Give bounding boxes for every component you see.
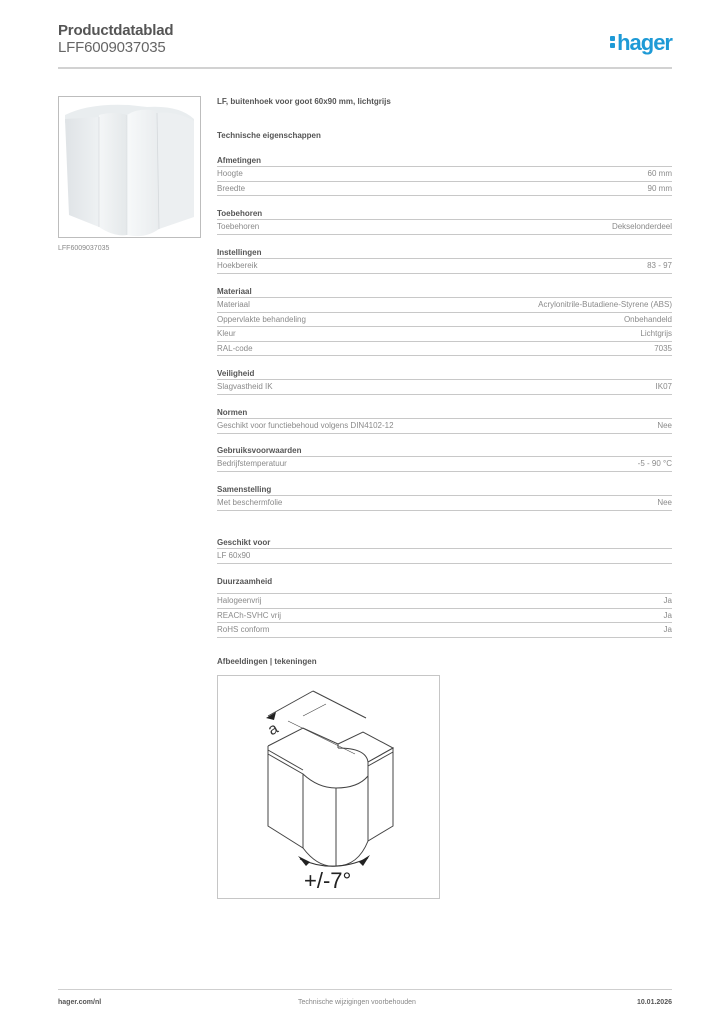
table-row	[217, 380, 672, 395]
group-title: Materiaal	[217, 287, 672, 298]
row-value: IK07	[655, 382, 672, 392]
group-title: Normen	[217, 408, 672, 419]
row-value: Ja	[663, 610, 672, 620]
footer-date: 10.01.2026	[636, 999, 672, 1006]
row-value: Ja	[663, 625, 672, 635]
group-title: Afmetingen	[217, 156, 672, 167]
product-code: LFF6009037035	[58, 39, 166, 56]
group-title: Instellingen	[217, 248, 672, 259]
group-title: Veiligheid	[217, 369, 672, 380]
row-label: Halogeenvrij	[217, 596, 262, 606]
group-afmetingen	[217, 156, 672, 196]
group-veiligheid	[217, 369, 672, 395]
table-row	[217, 457, 672, 472]
hager-logo	[610, 30, 672, 56]
product-photo	[58, 96, 201, 238]
technical-properties-title: Technische eigenschappen	[217, 131, 321, 140]
table-row	[217, 496, 672, 511]
outer-corner-drawing-icon	[218, 676, 439, 898]
row-value: Onbehandeld	[623, 314, 672, 324]
footer-disclaimer: Technische wijzigingen voorbehouden	[298, 999, 416, 1006]
document-title: Productdatablad	[58, 22, 174, 39]
table-row	[217, 327, 672, 342]
row-label: RAL-code	[217, 343, 253, 353]
table-row	[217, 259, 672, 274]
row-label: Toebehoren	[217, 222, 260, 232]
row-label: Materiaal	[217, 300, 250, 310]
product-description: LF, buitenhoek voor goot 60x90 mm, lichtgrijs	[217, 97, 391, 106]
row-label: LF 60x90	[217, 551, 251, 561]
table-row	[217, 182, 672, 197]
table-row	[217, 313, 672, 328]
table-row	[217, 609, 672, 624]
group-duurzaamheid	[217, 577, 672, 638]
group-geschikt-voor	[217, 538, 672, 564]
table-row	[217, 549, 672, 564]
row-value: Dekselonderdeel	[611, 222, 672, 232]
row-label: Hoogte	[217, 169, 243, 179]
row-value: Lichtgrijs	[640, 329, 672, 339]
table-row	[217, 419, 672, 434]
row-value: 7035	[654, 343, 672, 353]
group-toebehoren	[217, 209, 672, 235]
group-normen	[217, 408, 672, 434]
row-label: REACh-SVHC vrij	[217, 610, 282, 620]
row-value: Ja	[663, 596, 672, 606]
group-title: Geschikt voor	[217, 538, 672, 549]
row-label: RoHS conform	[217, 625, 270, 635]
row-value: Nee	[657, 498, 672, 508]
row-value: -5 - 90 °C	[637, 459, 672, 469]
logo-colon-icon	[610, 34, 615, 50]
row-label: Kleur	[217, 329, 236, 339]
row-value: Acrylonitrile-Butadiene-Styrene (ABS)	[538, 300, 672, 310]
table-row	[217, 298, 672, 313]
table-row	[217, 220, 672, 235]
table-row	[217, 167, 672, 182]
dimension-a-label: a	[265, 719, 282, 740]
group-title: Samenstelling	[217, 485, 672, 496]
group-samenstelling	[217, 485, 672, 511]
row-label: Met beschermfolie	[217, 498, 283, 508]
row-label: Hoekbereik	[217, 261, 258, 271]
row-value: Nee	[657, 421, 672, 431]
footer-divider	[58, 989, 672, 990]
row-label: Slagvastheid IK	[217, 382, 273, 392]
row-label: Breedte	[217, 183, 246, 193]
row-value: 83 - 97	[647, 261, 672, 271]
row-label: Bedrijfstemperatuur	[217, 459, 287, 469]
table-row	[217, 342, 672, 357]
group-instellingen	[217, 248, 672, 274]
product-photo-caption: LFF6009037035	[58, 245, 110, 252]
group-title: Toebehoren	[217, 209, 672, 220]
group-materiaal	[217, 287, 672, 356]
outer-corner-photo-icon	[59, 97, 201, 238]
group-title: Gebruiksvoorwaarden	[217, 446, 672, 457]
drawings-title: Afbeeldingen | tekeningen	[217, 657, 317, 666]
row-label: Oppervlakte behandeling	[217, 314, 306, 324]
logo-text: hager	[617, 30, 672, 55]
row-label: Geschikt voor functiebehoud volgens DIN4102-12	[217, 421, 394, 431]
row-value: 90 mm	[647, 183, 672, 193]
page-header	[58, 22, 672, 70]
group-title: Duurzaamheid	[217, 577, 672, 594]
table-row	[217, 623, 672, 638]
header-divider	[58, 67, 672, 69]
group-gebruiksvoorwaarden	[217, 446, 672, 472]
angle-label: +/-7°	[304, 868, 352, 893]
footer-website: hager.com/nl	[58, 999, 102, 1006]
technical-drawing	[217, 675, 440, 899]
table-row	[217, 594, 672, 609]
row-value: 60 mm	[647, 169, 672, 179]
